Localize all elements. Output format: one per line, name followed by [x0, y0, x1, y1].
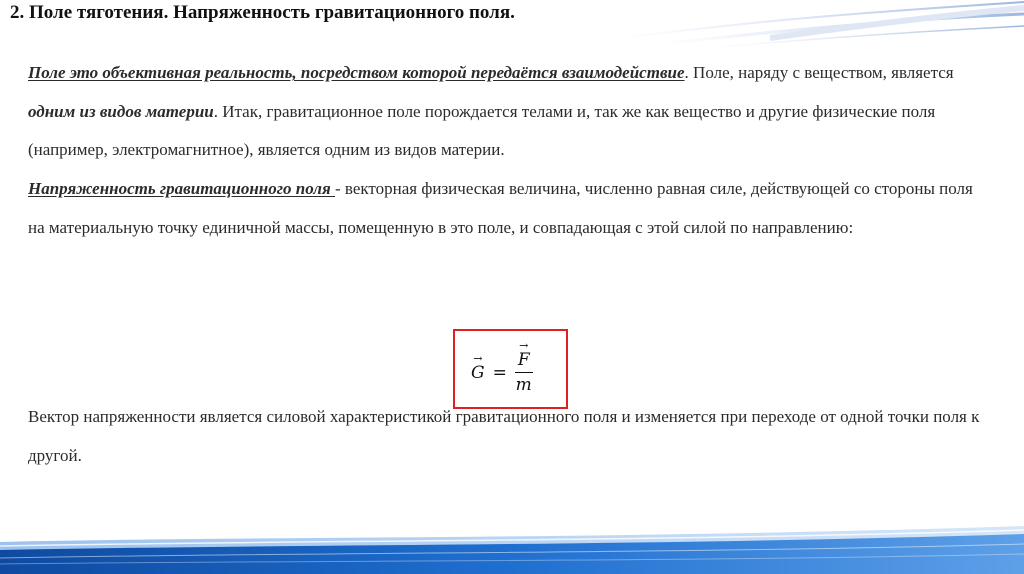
fraction: [515, 341, 533, 395]
formula-numerator: F: [517, 350, 530, 370]
slide-title: 2. Поле тяготения. Напряженность гравитационного поля.: [10, 2, 515, 23]
slide-body: [28, 54, 988, 248]
intensity-term: Напряженность гравитационного поля: [28, 179, 336, 199]
paragraph-intensity-definition: [28, 170, 988, 247]
footer-decoration: [0, 520, 1024, 574]
fraction-denominator: m: [515, 375, 532, 395]
paragraph-vector-property: Вектор напряженности является силовой характеристикой гравитационного поля и изменяется при переходе от одной точки поля к другой.: [28, 407, 980, 465]
vector-arrow-icon: →: [519, 339, 529, 352]
paragraph-field-definition: [28, 54, 988, 170]
paragraph-text: . Поле, наряду с веществом, является: [684, 63, 954, 82]
formula: [471, 341, 533, 395]
formula-box: [453, 329, 568, 409]
equals-sign: =: [492, 362, 507, 383]
paragraph-text: . Итак, гравитационное поле порождается телами и, так же как вещество и другие физические поля (например, электромагнитное), является одним из видов материи.: [28, 101, 936, 160]
vector-g: [471, 351, 485, 383]
header-decoration: [600, 0, 1024, 52]
field-definition: Поле это объективная реальность, посредством которой передаётся взаимодействие: [28, 63, 685, 82]
fraction-numerator: [515, 341, 533, 373]
vector-arrow-icon: →: [473, 351, 483, 365]
emphasis-text: одним из видов материи: [28, 101, 214, 121]
slide-body-bottom: [28, 398, 988, 475]
vector-f: [518, 341, 530, 370]
paragraph-text: - векторная физическая величина, численно равная силе, действующей со стороны поля на материальную точку единичной массы, помещенную в это поле, и совпадающая с этой силой по направлению:: [28, 179, 973, 237]
formula-lhs: G: [471, 362, 485, 383]
